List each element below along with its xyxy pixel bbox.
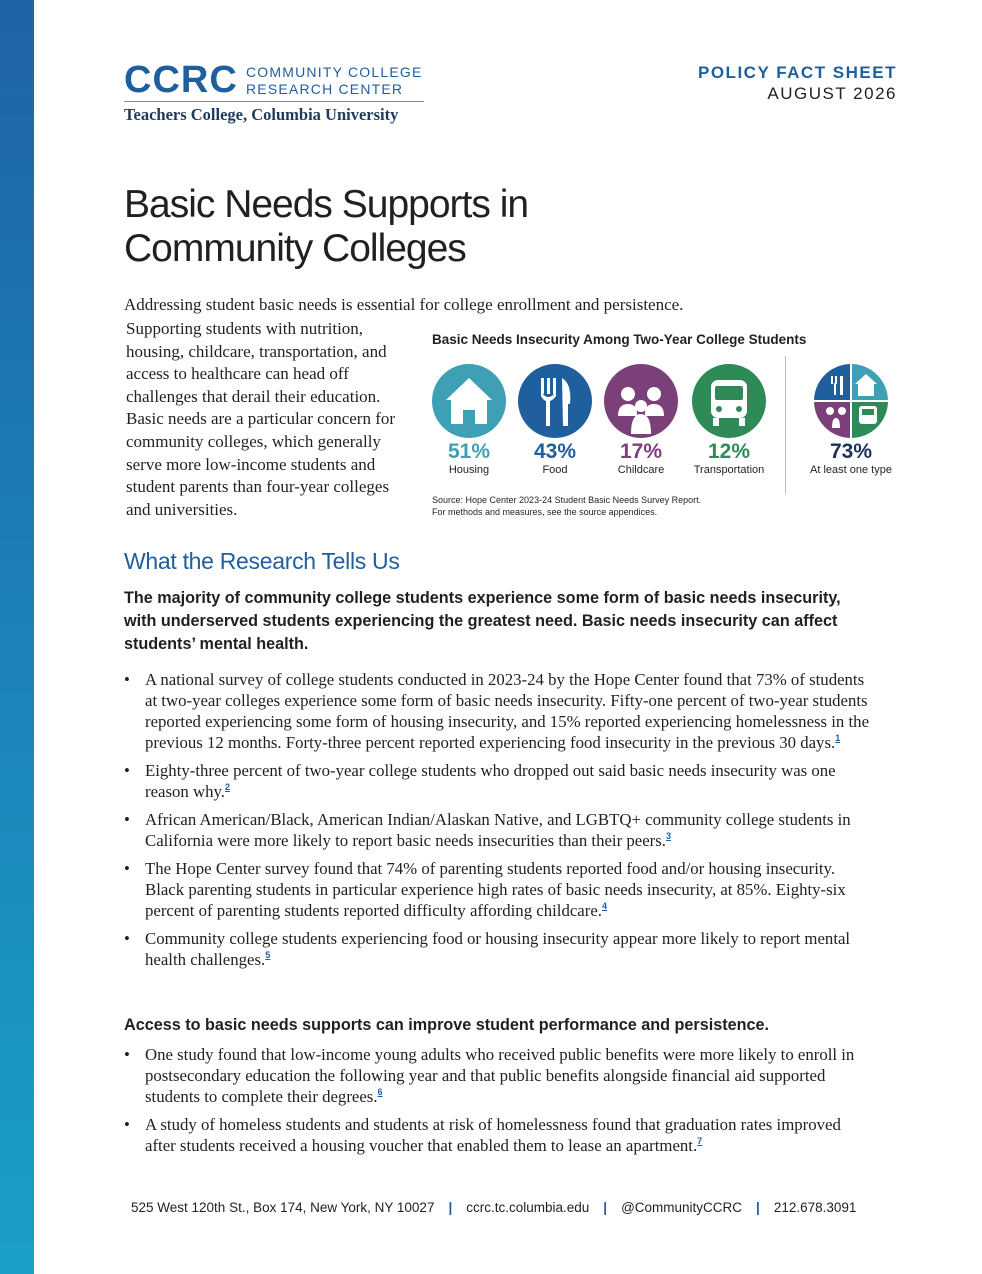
footer-separator: |	[603, 1200, 608, 1215]
list-item: • Community college students experiencing food or housing insecurity appear more likely to report mental health challenges.$^5$	[124, 928, 874, 970]
page-title: Basic Needs Supports in Community Colleges	[124, 183, 529, 270]
stat-childcare-pct: 17%	[619, 440, 663, 463]
footer-social-link[interactable]: @CommunityCCRC	[621, 1200, 743, 1215]
lead-sentence: Addressing student basic needs is essential for college enrollment and persistence.	[124, 295, 684, 314]
key-finding-2: Access to basic needs supports can improve student performance and persistence.	[124, 1016, 770, 1034]
footer-phone: 212.678.3091	[773, 1200, 857, 1215]
footnote-link[interactable]: 4	[601, 901, 607, 911]
infographic-source: Source: Hope Center 2023-24 Student Basic Needs Survey Report. For methods and measures, see the source appendices.	[432, 495, 702, 517]
intro-paragraph: Supporting students with nutrition, housing, childcare, transportation, and access to healthcare can head off challenges that derail their education. Basic needs are a particular concern for community colleges, which generally serve more low-income students and student parents than four-year colleges and universities.	[126, 319, 396, 519]
footer-separator: |	[448, 1200, 453, 1215]
footnote-link[interactable]: 6	[377, 1087, 383, 1097]
document-type	[698, 62, 897, 104]
stat-any-label: At least one type	[810, 464, 892, 476]
footnote-link[interactable]: 5	[265, 950, 271, 960]
list-item: • Eighty-three percent of two-year college students who dropped out said basic needs insecurity was one reason why.$^2$	[124, 760, 874, 802]
logo-divider	[124, 101, 424, 102]
findings-list-1	[124, 669, 874, 977]
stat-transportation	[686, 364, 772, 476]
key-finding-1: The majority of community college students experience some form of basic needs insecurity, with underserved students experiencing the greatest need. Basic needs insecurity can affect students’ mental health.	[124, 589, 841, 653]
logo-name: COMMUNITY COLLEGE RESEARCH CENTER	[246, 64, 423, 97]
stat-childcare-label: Childcare	[617, 464, 665, 476]
basic-needs-infographic	[432, 330, 902, 520]
footer-address: 525 West 120th St., Box 174, New York, NY 10027	[131, 1200, 435, 1215]
section-heading: What the Research Tells Us	[124, 548, 400, 574]
stat-housing-label: Housing	[448, 464, 490, 476]
footnote-link[interactable]: 2	[225, 782, 231, 792]
stat-food-label: Food	[542, 464, 568, 476]
stat-food	[512, 364, 598, 476]
infographic-divider	[785, 356, 786, 494]
list-item: • One study found that low-income young adults who received public benefits were more likely to enroll in postsecondary education the following year and that public benefits alongside financial aid supported students to complete their degrees.$^6$	[124, 1044, 874, 1107]
stat-transportation-label: Transportation	[693, 464, 765, 476]
stat-food-pct: 43%	[533, 440, 577, 463]
doc-date: AUGUST 2026	[767, 84, 897, 103]
combined-needs-icon	[814, 364, 888, 438]
stat-any-type	[806, 364, 896, 476]
footer-website-link[interactable]: ccrc.tc.columbia.edu	[466, 1200, 590, 1215]
list-item: • A national survey of college students conducted in 2023-24 by the Hope Center found that 73% of students at two-year colleges experience some form of basic needs insecurity. Fifty-one percent of two-year students reported experiencing some form of housing insecurity, and 15% reported experiencing homelessness in the previous 12 months. Forty-three percent reported experiencing food insecurity in the previous 30 days.$^1$	[124, 669, 874, 753]
stat-housing	[426, 364, 512, 476]
stat-housing-pct: 51%	[447, 440, 491, 463]
family-icon	[604, 364, 678, 438]
footnote-link[interactable]: 7	[697, 1136, 703, 1146]
doc-kind-label: POLICY FACT SHEET	[698, 63, 897, 82]
footnote-link[interactable]: 3	[665, 831, 671, 841]
side-color-bar	[0, 0, 34, 1274]
footer-separator: |	[756, 1200, 760, 1215]
page-footer	[131, 1200, 856, 1215]
findings-list-2	[124, 1044, 874, 1163]
fork-knife-icon	[518, 364, 592, 438]
stat-childcare	[598, 364, 684, 476]
logo-mark: CCRC	[124, 59, 238, 101]
infographic-title: Basic Needs Insecurity Among Two-Year College Students	[432, 332, 807, 347]
house-icon	[432, 364, 506, 438]
list-item: • The Hope Center survey found that 74% of parenting students reported food and/or housing insecurity. Black parenting students in particular experience high rates of basic needs insecurity, at 85%. Eighty-six percent of parenting students reported difficulty affording childcare.$^4$	[124, 858, 874, 921]
list-item: • A study of homeless students and students at risk of homelessness found that graduation rates improved after students received a housing voucher that enabled them to lease an apartment.$^7$	[124, 1114, 874, 1156]
footnote-link[interactable]: 1	[835, 733, 841, 743]
institution-name: Teachers College, Columbia University	[124, 105, 399, 124]
stat-any-pct: 73%	[829, 440, 873, 463]
list-item: • African American/Black, American Indian/Alaskan Native, and LGBTQ+ community college students in California were more likely to report basic needs insecurities than their peers.$^3$	[124, 809, 874, 851]
bus-icon	[692, 364, 766, 438]
stat-transportation-pct: 12%	[707, 440, 751, 463]
